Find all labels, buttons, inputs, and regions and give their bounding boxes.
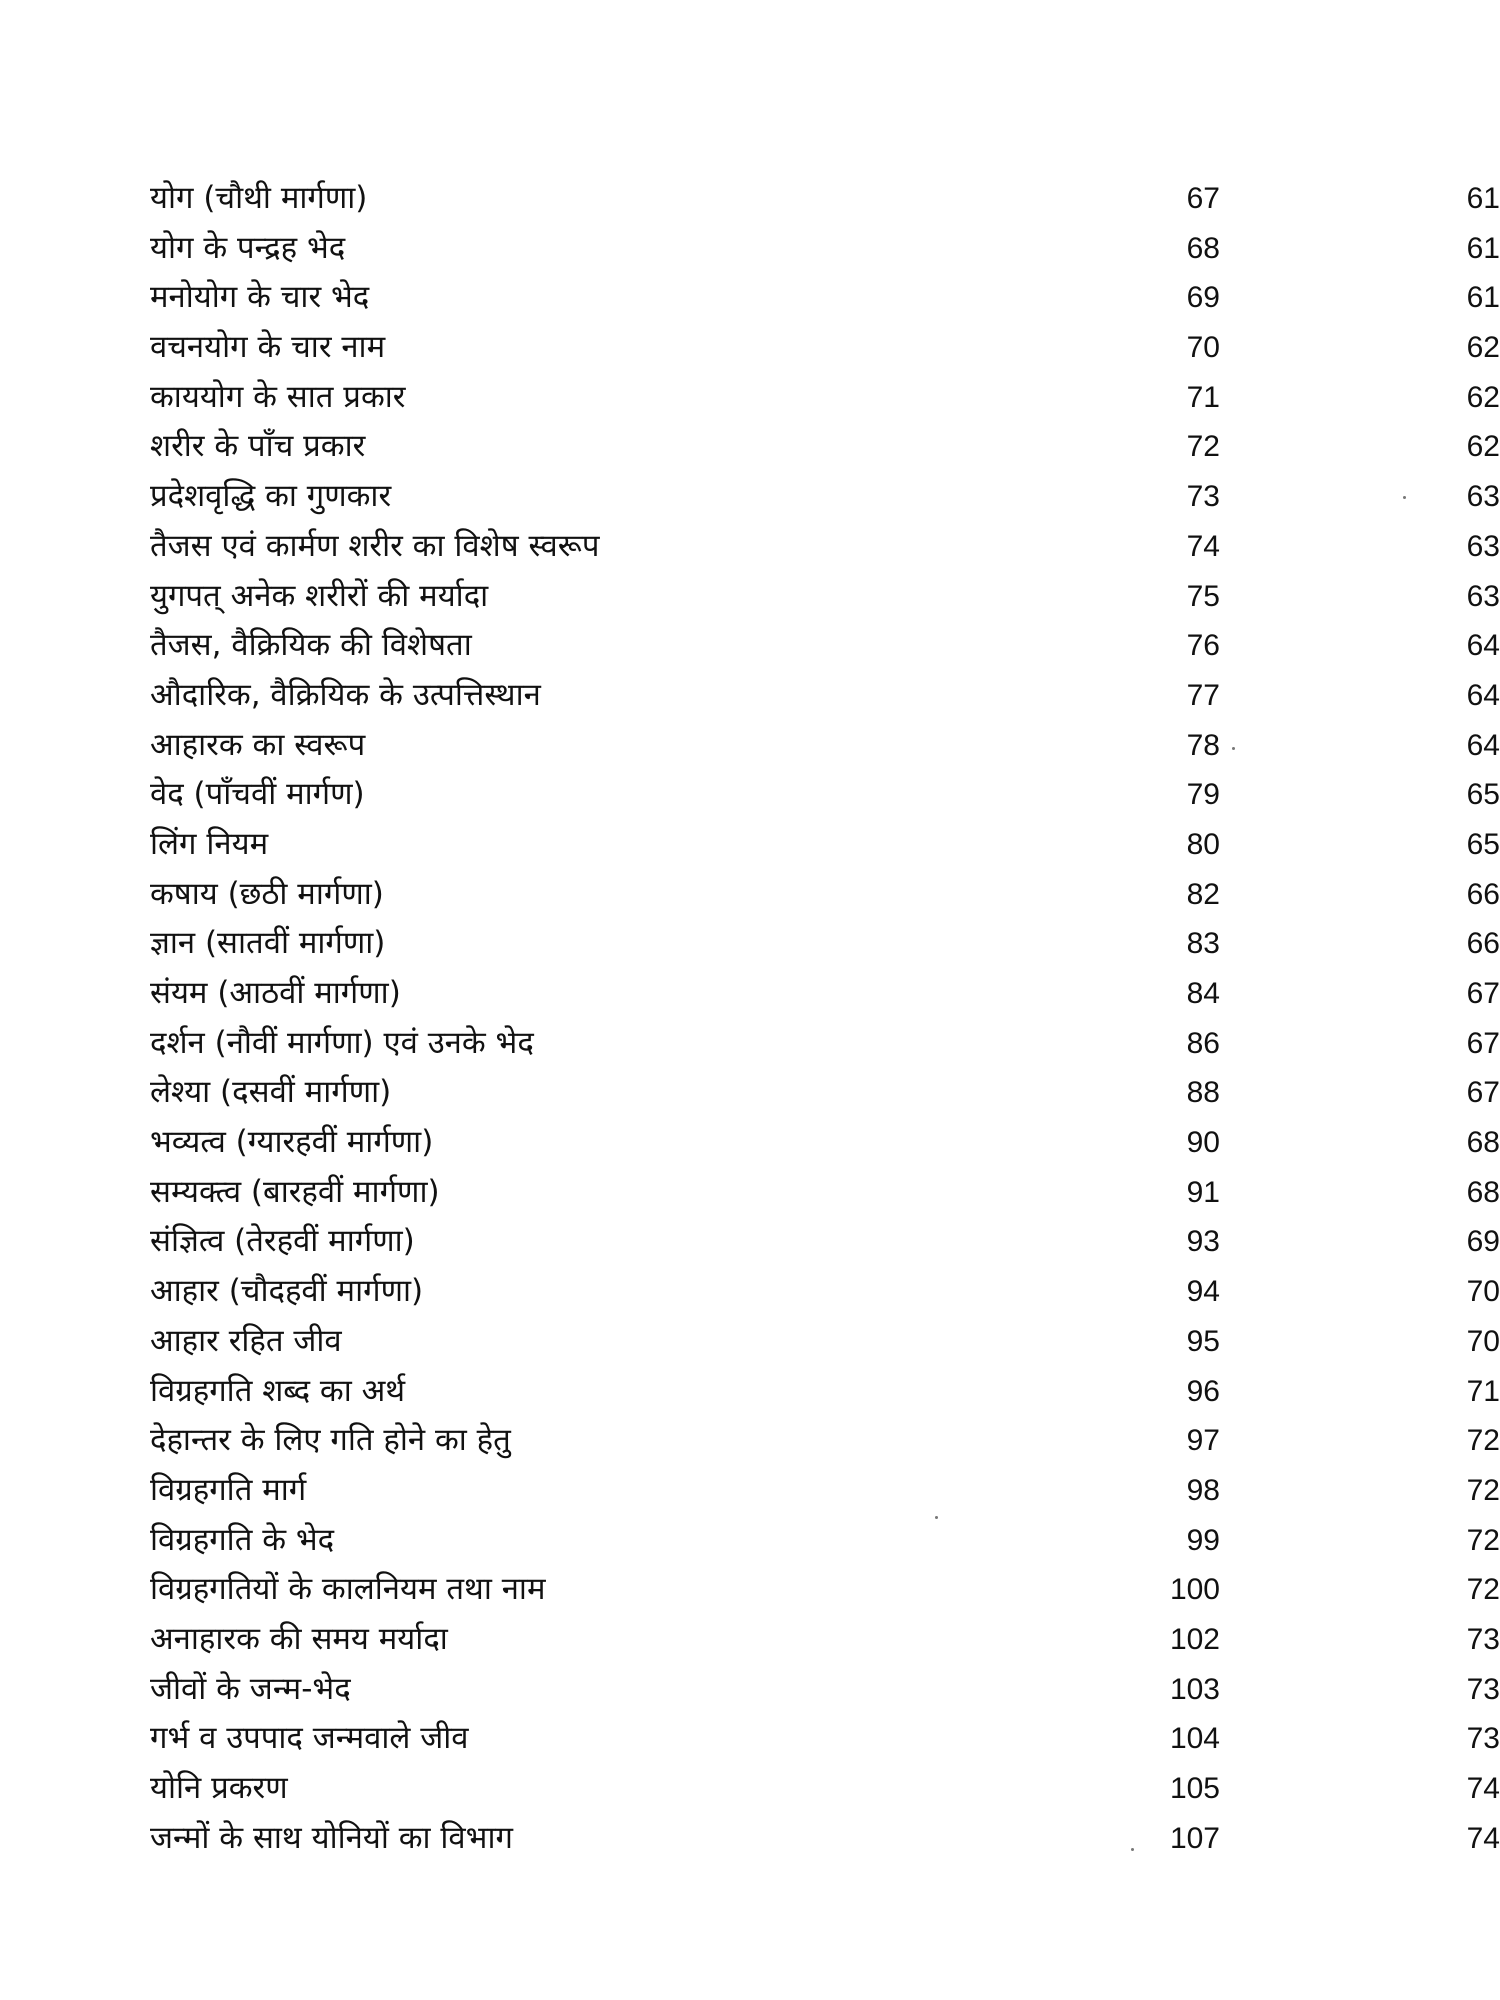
- table-of-contents: [150, 174, 1500, 1863]
- toc-entry-title: युगपत् अनेक शरीरों की मर्यादा: [150, 577, 489, 614]
- toc-sutra-number: 105: [1169, 1772, 1220, 1805]
- toc-entry-title: आहार रहित जीव: [150, 1322, 342, 1359]
- toc-row: [150, 1118, 1500, 1168]
- toc-row: [150, 174, 1500, 224]
- toc-sutra-number: 104: [1169, 1722, 1220, 1756]
- toc-sutra-number: 100: [1169, 1573, 1220, 1607]
- toc-entry-title: सम्यक्त्व (बारहवीं मार्गणा): [150, 1173, 440, 1210]
- toc-sutra-number: 82: [1186, 877, 1220, 911]
- toc-row: [150, 671, 1500, 721]
- toc-sutra-number: 79: [1186, 778, 1220, 812]
- toc-page-number: 74: [1466, 1772, 1500, 1805]
- toc-sutra-number: 88: [1186, 1076, 1220, 1110]
- toc-row: [150, 1615, 1500, 1665]
- toc-page-number: 73: [1466, 1722, 1500, 1756]
- toc-sutra-number: 97: [1186, 1424, 1220, 1458]
- toc-row: [150, 273, 1500, 323]
- toc-row: [150, 1168, 1500, 1218]
- toc-sutra-number: 86: [1186, 1026, 1220, 1060]
- toc-row: [150, 522, 1500, 572]
- toc-row: [150, 1814, 1500, 1864]
- toc-page-number: 65: [1466, 778, 1500, 812]
- toc-entry-title: जीवों के जन्म-भेद: [150, 1670, 351, 1707]
- toc-row: [150, 1217, 1500, 1267]
- toc-sutra-number: 93: [1186, 1225, 1220, 1259]
- toc-page-number: 72: [1466, 1473, 1500, 1507]
- toc-page-number: 66: [1466, 877, 1500, 911]
- scan-speck: [935, 1516, 938, 1519]
- toc-entry-title: प्रदेशवृद्धि का गुणकार: [150, 478, 392, 515]
- toc-page-number: 73: [1466, 1672, 1500, 1706]
- toc-row: [150, 422, 1500, 472]
- toc-page-number: 62: [1466, 331, 1500, 365]
- toc-row: [150, 1714, 1500, 1764]
- toc-page-number: 64: [1466, 629, 1500, 663]
- toc-sutra-number: 95: [1186, 1324, 1220, 1358]
- toc-row: [150, 1019, 1500, 1069]
- toc-sutra-number: 69: [1186, 281, 1220, 315]
- toc-page-number: 62: [1466, 430, 1500, 464]
- toc-entry-title: गर्भ व उपपाद जन्मवाले जीव: [150, 1720, 469, 1757]
- toc-sutra-number: 67: [1186, 182, 1220, 215]
- toc-page-number: 67: [1466, 1026, 1500, 1060]
- toc-page-number: 64: [1466, 678, 1500, 712]
- toc-page-number: 67: [1466, 1076, 1500, 1110]
- toc-row: [150, 1665, 1500, 1715]
- toc-entry-title: शरीर के पाँच प्रकार: [150, 428, 366, 465]
- toc-sutra-number: 96: [1186, 1374, 1220, 1408]
- toc-sutra-number: 90: [1186, 1126, 1220, 1160]
- toc-entry-title: विग्रहगतियों के कालनियम तथा नाम: [150, 1571, 546, 1608]
- toc-row: [150, 1267, 1500, 1317]
- toc-page-number: 63: [1466, 579, 1500, 613]
- toc-row: [150, 472, 1500, 522]
- toc-row: [150, 1317, 1500, 1367]
- toc-sutra-number: 77: [1186, 678, 1220, 712]
- toc-row: [150, 1466, 1500, 1516]
- toc-entry-title: मनोयोग के चार भेद: [150, 279, 370, 316]
- toc-sutra-number: 91: [1186, 1175, 1220, 1209]
- toc-entry-title: वेद (पाँचवीं मार्गण): [150, 776, 365, 813]
- toc-entry-title: कषाय (छठी मार्गणा): [150, 875, 384, 912]
- toc-row: [150, 1516, 1500, 1566]
- toc-entry-title: लेश्या (दसवीं मार्गणा): [150, 1074, 392, 1111]
- scan-speck: [1131, 1848, 1134, 1851]
- scan-speck: [1232, 747, 1235, 750]
- toc-page-number: 65: [1466, 827, 1500, 861]
- toc-entry-title: लिंग नियम: [150, 825, 269, 862]
- toc-sutra-number: 76: [1186, 629, 1220, 663]
- toc-row: [150, 1764, 1500, 1814]
- toc-entry-title: ज्ञान (सातवीं मार्गणा): [150, 925, 386, 962]
- toc-page-number: 67: [1466, 977, 1500, 1010]
- toc-page-number: 72: [1466, 1424, 1500, 1458]
- toc-sutra-number: 72: [1186, 430, 1220, 464]
- toc-row: [150, 224, 1500, 274]
- toc-entry-title: आहार (चौदहवीं मार्गणा): [150, 1273, 424, 1310]
- toc-entry-title: आहारक का स्वरूप: [150, 726, 366, 763]
- toc-page-number: 63: [1466, 480, 1500, 514]
- toc-sutra-number: 71: [1186, 380, 1220, 414]
- toc-sutra-number: 73: [1186, 480, 1220, 514]
- toc-sutra-number: 94: [1186, 1275, 1220, 1309]
- toc-row: [150, 1416, 1500, 1466]
- toc-sutra-number: 80: [1186, 827, 1220, 861]
- toc-page-number: 73: [1466, 1622, 1500, 1656]
- toc-row: [150, 572, 1500, 622]
- toc-page-number: 68: [1466, 1126, 1500, 1160]
- toc-page-number: 61: [1466, 231, 1500, 265]
- toc-page-number: 64: [1466, 728, 1500, 762]
- toc-row: [150, 969, 1500, 1019]
- toc-page-number: 68: [1466, 1175, 1500, 1209]
- toc-row: [150, 1068, 1500, 1118]
- toc-sutra-number: 99: [1186, 1523, 1220, 1557]
- toc-entry-title: योग (चौथी मार्गणा): [150, 180, 368, 216]
- toc-sutra-number: 84: [1186, 977, 1220, 1010]
- toc-page-number: 71: [1466, 1374, 1500, 1408]
- toc-row: [150, 373, 1500, 423]
- toc-row: [150, 870, 1500, 920]
- toc-row: [150, 919, 1500, 969]
- toc-sutra-number: 68: [1186, 231, 1220, 265]
- toc-sutra-number: 78: [1186, 728, 1220, 762]
- toc-page-number: 70: [1466, 1275, 1500, 1309]
- toc-entry-title: काययोग के सात प्रकार: [150, 378, 406, 415]
- toc-row: [150, 323, 1500, 373]
- toc-row: [150, 1565, 1500, 1615]
- toc-entry-title: योग के पन्द्रह भेद: [150, 229, 346, 266]
- toc-row: [150, 770, 1500, 820]
- toc-page-number: 69: [1466, 1225, 1500, 1259]
- toc-sutra-number: 83: [1186, 927, 1220, 961]
- toc-row: [150, 1367, 1500, 1417]
- toc-entry-title: वचनयोग के चार नाम: [150, 329, 386, 366]
- toc-sutra-number: 107: [1169, 1821, 1220, 1855]
- toc-entry-title: संज्ञित्व (तेरहवीं मार्गणा): [150, 1223, 415, 1260]
- toc-row: [150, 621, 1500, 671]
- toc-sutra-number: 103: [1169, 1672, 1220, 1706]
- toc-entry-title: विग्रहगति के भेद: [150, 1521, 335, 1558]
- toc-page-number: 63: [1466, 529, 1500, 563]
- toc-entry-title: जन्मों के साथ योनियों का विभाग: [150, 1819, 513, 1856]
- toc-page-number: 66: [1466, 927, 1500, 961]
- toc-page-number: 61: [1466, 281, 1500, 315]
- toc-page-number: 72: [1466, 1573, 1500, 1607]
- toc-page-number: 74: [1466, 1821, 1500, 1855]
- toc-entry-title: दर्शन (नौवीं मार्गणा) एवं उनके भेद: [150, 1024, 534, 1061]
- toc-row: [150, 721, 1500, 771]
- toc-entry-title: औदारिक, वैक्रियिक के उत्पत्तिस्थान: [150, 676, 541, 713]
- toc-entry-title: तैजस एवं कार्मण शरीर का विशेष स्वरूप: [150, 527, 600, 564]
- toc-sutra-number: 75: [1186, 579, 1220, 613]
- toc-sutra-number: 74: [1186, 529, 1220, 563]
- toc-entry-title: विग्रहगति मार्ग: [150, 1471, 307, 1508]
- toc-sutra-number: 102: [1169, 1622, 1220, 1656]
- toc-entry-title: योनि प्रकरण: [150, 1770, 288, 1806]
- toc-row: [150, 820, 1500, 870]
- toc-entry-title: भव्यत्व (ग्यारहवीं मार्गणा): [150, 1124, 434, 1161]
- toc-entry-title: अनाहारक की समय मर्यादा: [150, 1620, 448, 1657]
- toc-entry-title: संयम (आठवीं मार्गणा): [150, 975, 401, 1011]
- toc-page-number: 61: [1466, 182, 1500, 215]
- toc-entry-title: विग्रहगति शब्द का अर्थ: [150, 1372, 406, 1409]
- toc-sutra-number: 70: [1186, 331, 1220, 365]
- toc-page-number: 62: [1466, 380, 1500, 414]
- toc-page-number: 72: [1466, 1523, 1500, 1557]
- toc-entry-title: देहान्तर के लिए गति होने का हेतु: [150, 1422, 511, 1459]
- scan-speck: [1403, 496, 1406, 499]
- toc-entry-title: तैजस, वैक्रियिक की विशेषता: [150, 627, 472, 664]
- toc-sutra-number: 98: [1186, 1473, 1220, 1507]
- toc-page-number: 70: [1466, 1324, 1500, 1358]
